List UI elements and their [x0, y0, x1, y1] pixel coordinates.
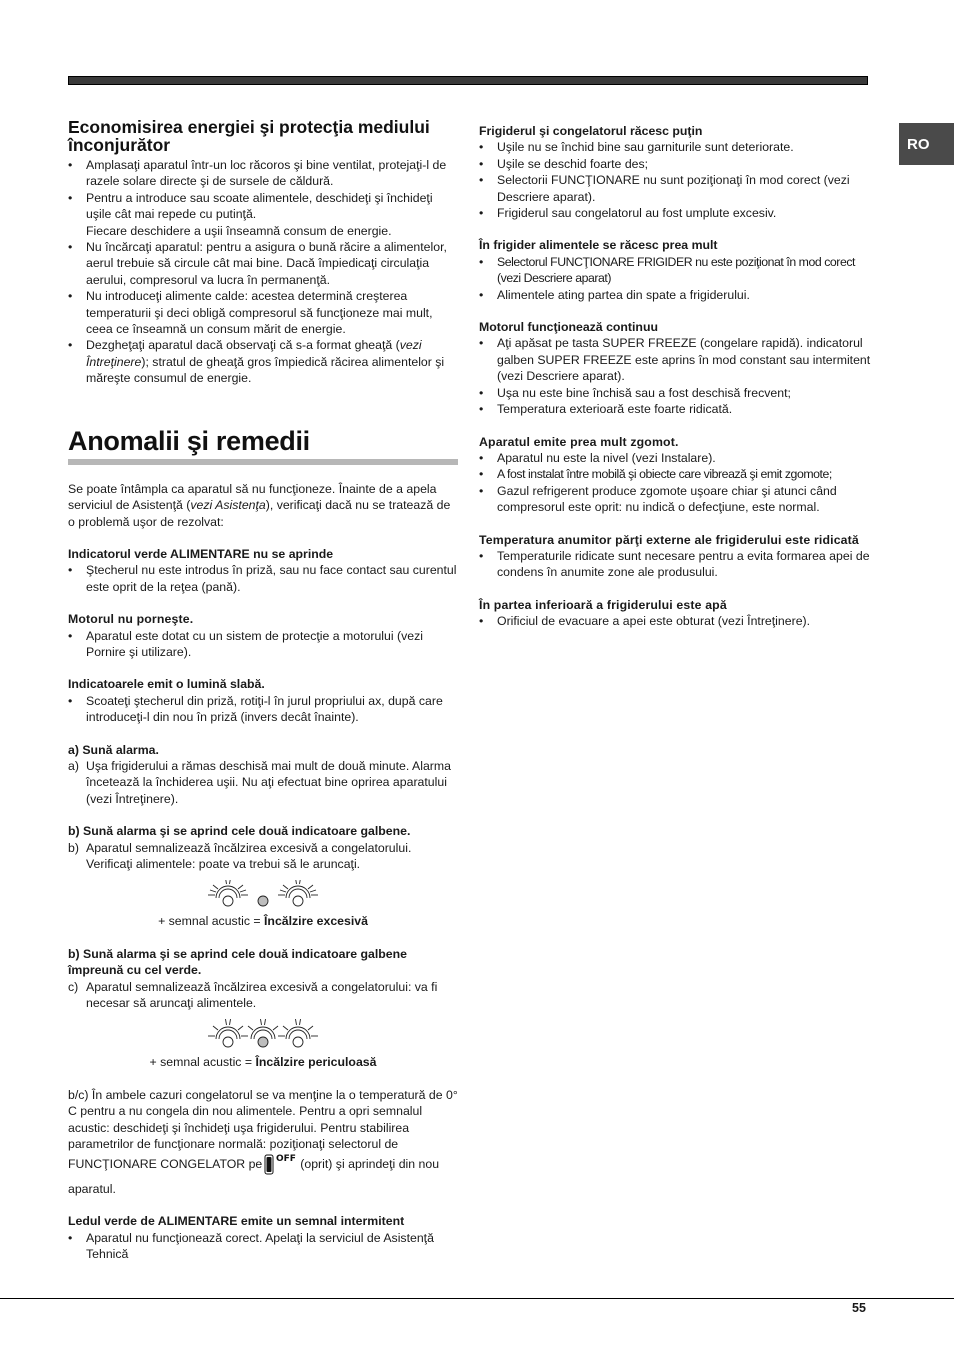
subheading: b) Sună alarma şi se aprind cele două indicatoare galbene. [68, 824, 411, 839]
language-tab: RO [899, 123, 954, 165]
subheading: În partea inferioară a frigiderului este apă [479, 597, 727, 612]
list-item: • Aţi apăsat pe tasta SUPER FREEZE (congelare rapidă). indicatorul galben SUPER FREEZE este aprins în mod constant sau intermitent (vezi Descriere aparat). [479, 336, 871, 384]
subheading: În frigider alimentele se răcesc prea mult [479, 238, 718, 253]
flashing-leds-icon [198, 1019, 328, 1051]
list-item: • Orificiul de evacuare a apei este obturat (vezi Întreţinere). [479, 614, 811, 629]
subheading: Temperatura anumitor părţi externe ale frigiderului este ridicată [479, 532, 859, 547]
energy-list [68, 157, 458, 387]
left-column [68, 118, 458, 1263]
list-item: • Aparatul este dotat cu un sistem de protecţie a motorului (vezi Pornire şi utilizare). [68, 628, 423, 659]
flashing-leds-icon [198, 880, 328, 910]
subheading: Indicatoarele emit o lumină slabă. [68, 677, 265, 692]
list-item: • Frigiderul sau congelatorul au fost umplute excesiv. [479, 206, 777, 221]
list-item: • Nu introduceţi alimente calde: acestea determină creşterea temperaturii şi deci obligă compresorul să funcţioneze mai mult, ceea ce înseamnă un consum mărit de energie. [68, 289, 433, 337]
page-number: 55 [852, 1301, 866, 1315]
anomalies-intro: Se poate întâmpla ca aparatul să nu funcţioneze. Înainte de a apela serviciul de Asistenţă (vezi Asistenţa), verificaţi dacă nu se tratează de o problemă uşor de rezolvat: [68, 481, 451, 529]
list-item: • Gazul refrigerent produce zgomote uşoare chiar şi atunci când compresorul este oprit: nu indică o defecţiune, este normal. [479, 483, 837, 515]
right-column [479, 123, 872, 630]
bc-paragraph: b/c) În ambele cazuri congelatorul se va menţine la o temperatură de 0° C pentru a nu congela din nou alimentele. Pentru a opri semnalul acustic: deschideţi şi închideţi uşa frigiderului. Pentru stabilirea parametrilor de funcţionare normală: poziţionaţi selectorul de FUNCŢIONARE CONGELATOR pe OFF (oprit) şi aprindeţi din nou aparatul. [68, 1087, 458, 1196]
list-item: • Uşa nu este bine închisă sau a fost deschisă frecvent; [479, 385, 791, 400]
list-item: • Selectorul FUNCŢIONARE FRIGIDER nu este poziţionat în mod corect (vezi Descriere aparat) [479, 254, 855, 286]
subheading: b) Sună alarma şi se aprind cele două indicatoare galbene împreună cu cel verde. [68, 946, 407, 978]
list-item: • Uşile nu se închid bine sau garniturile sunt deteriorate. [479, 140, 794, 155]
subheading: Indicatorul verde ALIMENTARE nu se aprinde [68, 546, 334, 561]
off-switch-icon [263, 1152, 299, 1180]
reference-link: vezi Întreţinere [86, 338, 422, 369]
energy-section-title: Economisirea energiei şi protecţia mediului înconjurător [68, 117, 430, 155]
list-item: • Nu încărcaţi aparatul: pentru a asigura o bună răcire a alimentelor, aerul trebuie să circule cât mai bine. Dacă împiedicaţi circulaţia aerului, compresorul va lucra în permanenţă. [68, 240, 447, 287]
indicator-caption: + semnal acustic = Încălzire periculoasă [149, 1055, 377, 1070]
list-item: • Pentru a introduce sau scoate alimentele, deschideţi şi închideţi uşile cât mai repede cu putinţă. Fiecare deschidere a uşii înseamnă consum de energie. [68, 190, 433, 238]
subheading: a) Sună alarma. [68, 742, 159, 757]
indicator-diagram-two-yellow [68, 880, 458, 910]
list-item: • Alimentele ating partea din spate a frigiderului. [479, 287, 750, 302]
list-item: c) Aparatul semnalizează încălzirea excesivă a congelatorului: va fi necesar să aruncaţi alimentele. [68, 979, 438, 1011]
list-item: • Amplasaţi aparatul într-un loc răcoros şi bine ventilat, protejaţi-l de razele solare directe şi de sursele de căldură. [68, 158, 447, 189]
subheading: Aparatul emite prea mult zgomot. [479, 434, 679, 449]
anomalies-title: Anomalii şi remedii [68, 425, 310, 456]
subheading: Ledul verde de ALIMENTARE emite un semnal intermitent [68, 1214, 405, 1229]
list-item: • Uşile se deschid foarte des; [479, 156, 649, 171]
list-item: • Temperatura exterioară este foarte ridicată. [479, 402, 733, 417]
subheading: Motorul nu porneşte. [68, 612, 194, 627]
subheading: Motorul funcţionează continuu [479, 320, 658, 335]
header-bar [68, 76, 868, 85]
indicator-caption: + semnal acustic = Încălzire excesivă [158, 914, 368, 929]
list-item: • Selectorii FUNCŢIONARE nu sunt poziţionaţi în mod corect (vezi Descriere aparat). [479, 173, 850, 204]
footer-rule [0, 1298, 954, 1299]
indicator-diagram-three [68, 1019, 458, 1051]
subheading: Frigiderul şi congelatorul răcesc puţin [479, 124, 703, 138]
list-item: • Ştecherul nu este introdus în priză, sau nu face contact sau curentul este oprit de la reţea (pană). [68, 563, 457, 594]
list-item: • Dezgheţaţi aparatul dacă observaţi că s-a format gheaţă (vezi Întreţinere); stratul de gheaţă gros împiedică răcirea alimentelor şi măreşte consumul de energie. [68, 338, 445, 386]
list-item: • Aparatul nu funcţionează corect. Apelaţi la serviciul de Asistenţă Tehnică [68, 1230, 434, 1262]
list-item: • Scoateţi ştecherul din priză, rotiţi-l în jurul propriului ax, după care introduceţi-l din nou în priză (invers decât înainte). [68, 693, 443, 725]
title-underline [68, 459, 458, 465]
list-item: a) Uşa frigiderului a rămas deschisă mai mult de două minute. Alarma încetează la închiderea uşii. Nu aţi efectuat bine oprirea aparatului (vezi Întreţinere). [68, 758, 451, 806]
list-item: • Temperaturile ridicate sunt necesare pentru a evita formarea apei de condens în anumite zone ale produsului. [479, 548, 870, 580]
list-item: • Aparatul nu este la nivel (vezi Instalare). [479, 450, 716, 465]
off-label: OFF [276, 1154, 297, 1165]
list-item: • A fost instalat între mobilă şi obiecte care vibrează şi emit zgomote; [479, 467, 832, 482]
list-item: b) Aparatul semnalizează încălzirea excesivă a congelatorului. Verificaţi alimentele: poate va trebui să le aruncaţi. [68, 840, 412, 871]
